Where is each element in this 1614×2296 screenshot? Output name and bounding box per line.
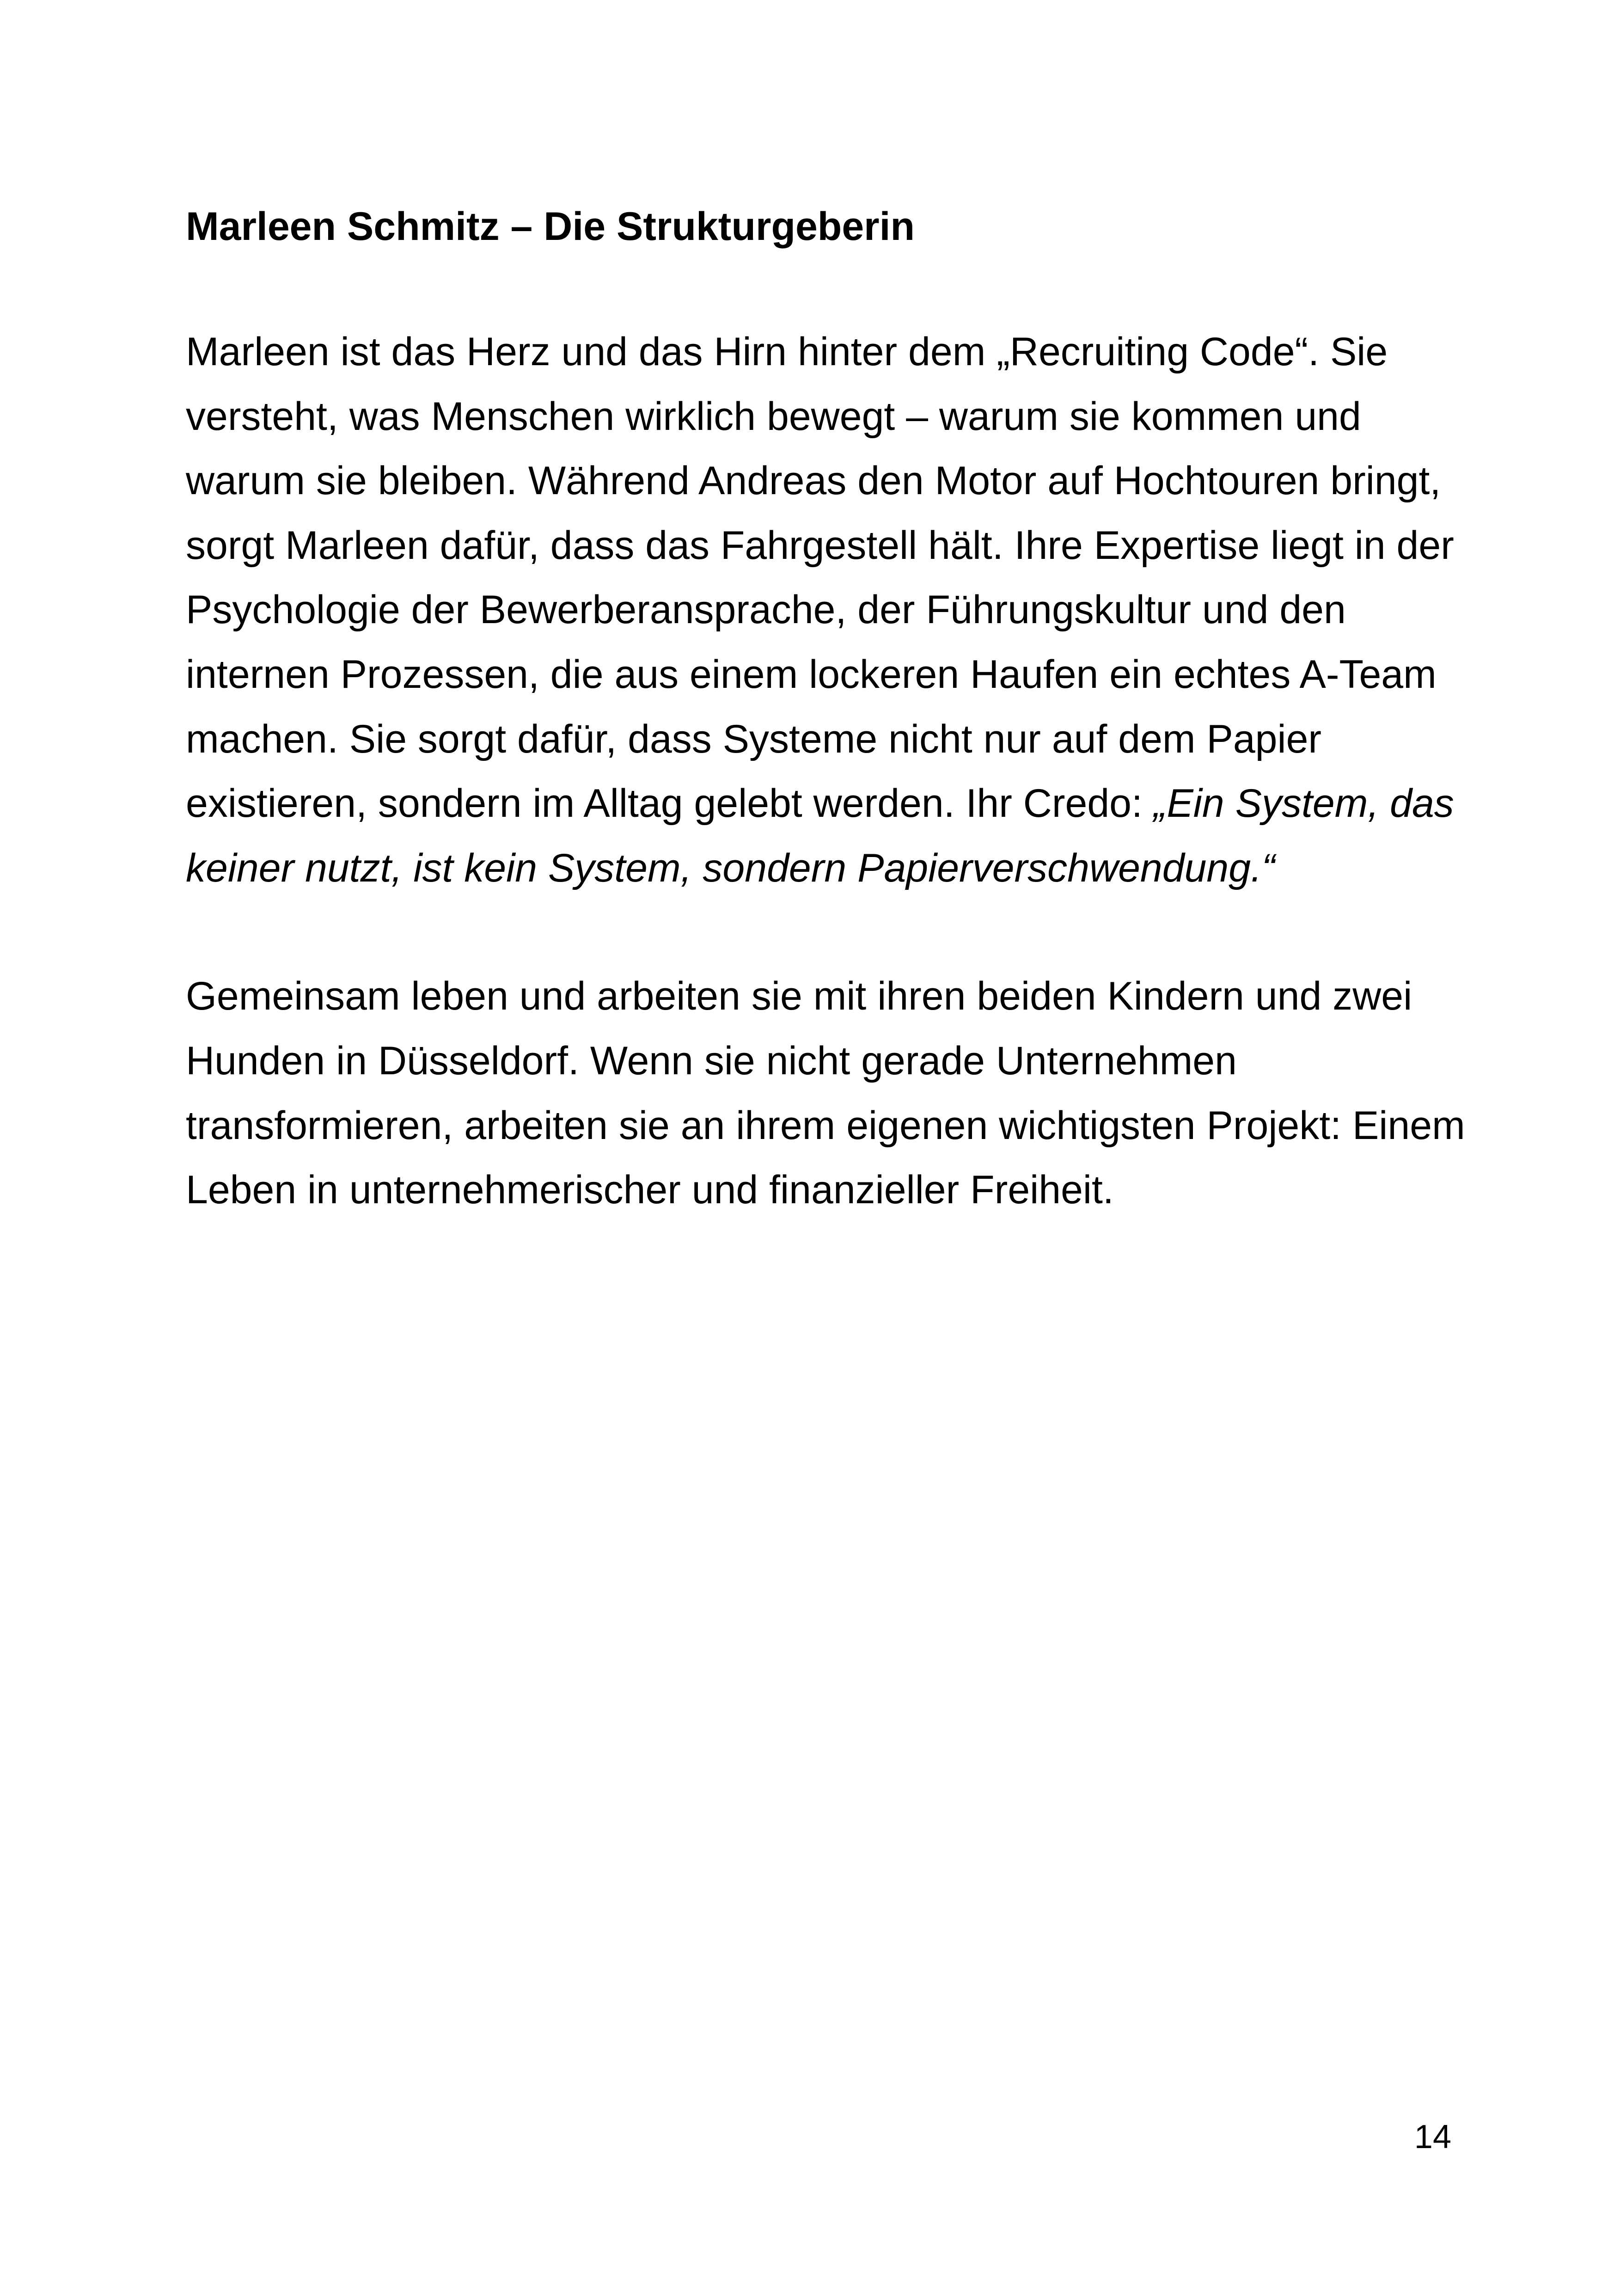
profile-paragraph (186, 320, 1480, 900)
family-paragraph: Gemeinsam leben und arbeiten sie mit ihren beiden Kindern und zwei Hunden in Düsseldorf. Wenn sie nicht gerade Unternehmen transformieren, arbeiten sie an ihrem eigenen wichtigsten Projekt: Einem Leben in unternehmerischer und finanzieller Freiheit. (186, 974, 1465, 1212)
profile-text: Marleen ist das Herz und das Hirn hinter dem „Recruiting Code“. Sie versteht, was Menschen wirklich bewegt – warum sie kommen und warum sie bleiben. Während Andreas den Motor auf Hochtouren bringt, sorgt Marleen dafür, dass das Fahrgestell hält. Ihre Expertise liegt in der Psychologie der Bewerberansprache, der Führungskultur und den internen Prozessen, die aus einem lockeren Haufen ein echtes A-Team machen. Sie sorgt dafür, dass Systeme nicht nur auf dem Papier existieren, sondern im Alltag gelebt werden. Ihr Credo: (186, 330, 1454, 826)
page-content (186, 199, 1480, 1223)
credo-quote: „Ein System, das keiner nutzt, ist kein System, sondern Papierverschwendung.“ (186, 781, 1454, 890)
section-heading: Marleen Schmitz – Die Strukturgeberin (186, 204, 915, 249)
page-number: 14 (1414, 2118, 1451, 2155)
